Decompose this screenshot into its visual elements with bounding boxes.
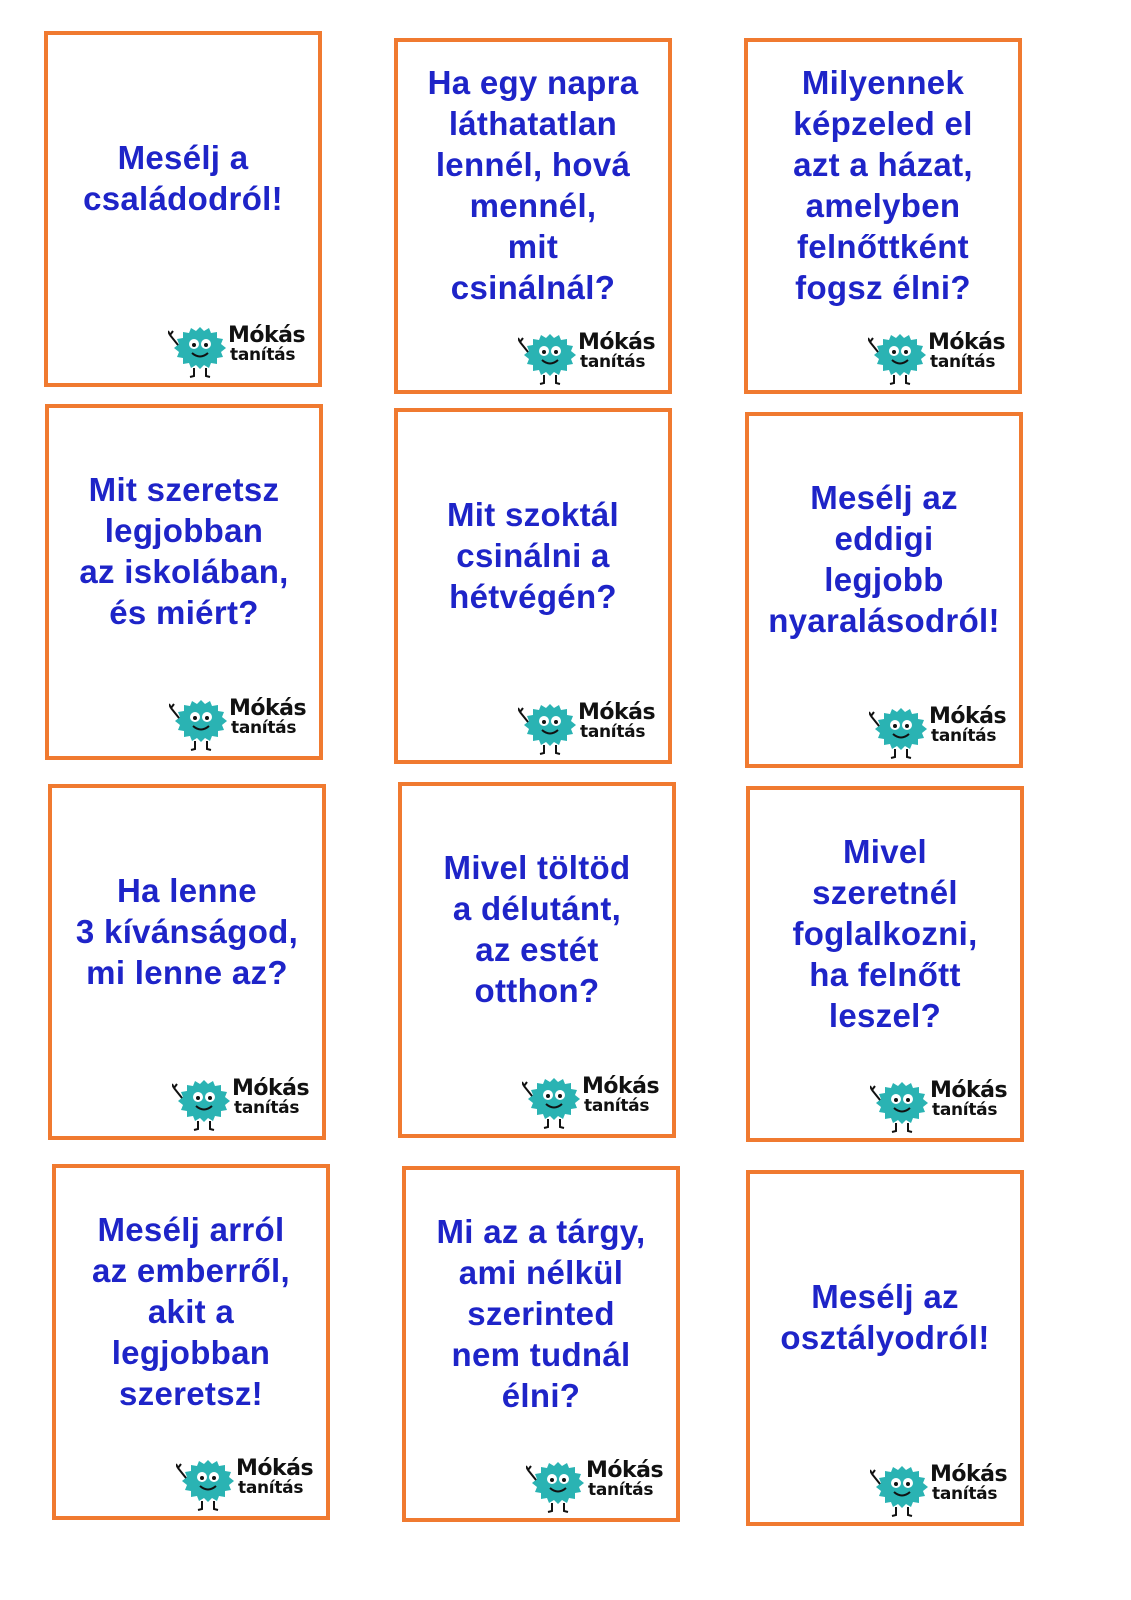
logo-line2: tanítás <box>584 1096 650 1116</box>
question-card-10 <box>52 1164 330 1520</box>
card-question: Milyennek képzeled el azt a házat, amelyben felnőttként fogsz élni? <box>793 64 973 306</box>
monster-mascot-icon <box>172 1074 236 1132</box>
question-card-3 <box>744 38 1022 394</box>
logo <box>172 1074 312 1134</box>
logo-line1: Mókás <box>232 1076 310 1101</box>
question-card-8 <box>398 782 676 1138</box>
logo-line2: tanítás <box>234 1098 300 1118</box>
monster-mascot-icon <box>869 702 933 760</box>
logo-line1: Mókás <box>578 700 656 725</box>
logo <box>518 328 658 388</box>
monster-mascot-icon <box>168 321 232 379</box>
card-question: Ha lenne 3 kívánságod, mi lenne az? <box>75 871 299 991</box>
logo <box>870 1076 1010 1136</box>
logo-line2: tanítás <box>588 1480 654 1500</box>
logo-line1: Mókás <box>229 696 307 721</box>
logo-line2: tanítás <box>580 722 646 742</box>
logo-line2: tanítás <box>238 1478 304 1498</box>
card-question: Mit szoktál csinálni a hétvégén? <box>447 495 619 615</box>
question-card-6 <box>745 412 1023 768</box>
logo-line2: tanítás <box>932 1100 998 1120</box>
card-question: Mesélj az eddigi legjobb nyaralásodról! <box>768 479 1000 639</box>
monster-mascot-icon <box>526 1456 590 1514</box>
monster-mascot-icon <box>522 1072 586 1130</box>
logo-line1: Mókás <box>582 1074 660 1099</box>
logo <box>168 321 308 381</box>
monster-mascot-icon <box>518 328 582 386</box>
logo-line1: Mókás <box>929 704 1007 729</box>
card-question: Mesélj a családodról! <box>83 139 283 217</box>
monster-mascot-icon <box>868 328 932 386</box>
question-card-5 <box>394 408 672 764</box>
logo <box>176 1454 316 1514</box>
question-card-11 <box>402 1166 680 1522</box>
logo-line2: tanítás <box>931 726 997 746</box>
card-question: Mesélj arról az emberről, akit a legjobban szeretsz! <box>91 1210 290 1412</box>
logo <box>518 698 658 758</box>
card-question: Mivel töltöd a délutánt, az estét otthon? <box>443 849 631 1009</box>
card-question: Ha egy napra láthatatlan lennél, hová mennél, mit csinálnál? <box>427 64 639 306</box>
logo-line1: Mókás <box>586 1458 664 1483</box>
question-card-4 <box>45 404 323 760</box>
logo-line1: Mókás <box>578 330 656 355</box>
logo-line2: tanítás <box>932 1484 998 1504</box>
question-card-7 <box>48 784 326 1140</box>
logo-line1: Mókás <box>236 1456 314 1481</box>
monster-mascot-icon <box>169 694 233 752</box>
monster-mascot-icon <box>870 1076 934 1134</box>
card-question: Mi az a tárgy, ami nélkül szerinted nem tudnál élni? <box>436 1212 646 1414</box>
logo <box>526 1456 666 1516</box>
logo-line2: tanítás <box>580 352 646 372</box>
monster-mascot-icon <box>518 698 582 756</box>
logo <box>522 1072 662 1132</box>
question-card-12 <box>746 1170 1024 1526</box>
logo-line1: Mókás <box>228 323 306 348</box>
logo-line1: Mókás <box>928 330 1006 355</box>
logo-line2: tanítás <box>930 352 996 372</box>
logo <box>169 694 309 754</box>
card-question: Mivel szeretnél foglalkozni, ha felnőtt leszel? <box>792 832 978 1034</box>
question-card-1 <box>44 31 322 387</box>
logo-line1: Mókás <box>930 1078 1008 1103</box>
monster-mascot-icon <box>870 1460 934 1518</box>
logo <box>868 328 1008 388</box>
logo-line2: tanítás <box>230 345 296 365</box>
logo <box>869 702 1009 762</box>
monster-mascot-icon <box>176 1454 240 1512</box>
card-question: Mit szeretsz legjobban az iskolában, és miért? <box>79 471 289 631</box>
logo-line1: Mókás <box>930 1462 1008 1487</box>
logo-line2: tanítás <box>231 718 297 738</box>
question-card-2 <box>394 38 672 394</box>
card-question: Mesélj az osztályodról! <box>780 1278 990 1356</box>
question-card-9 <box>746 786 1024 1142</box>
logo <box>870 1460 1010 1520</box>
